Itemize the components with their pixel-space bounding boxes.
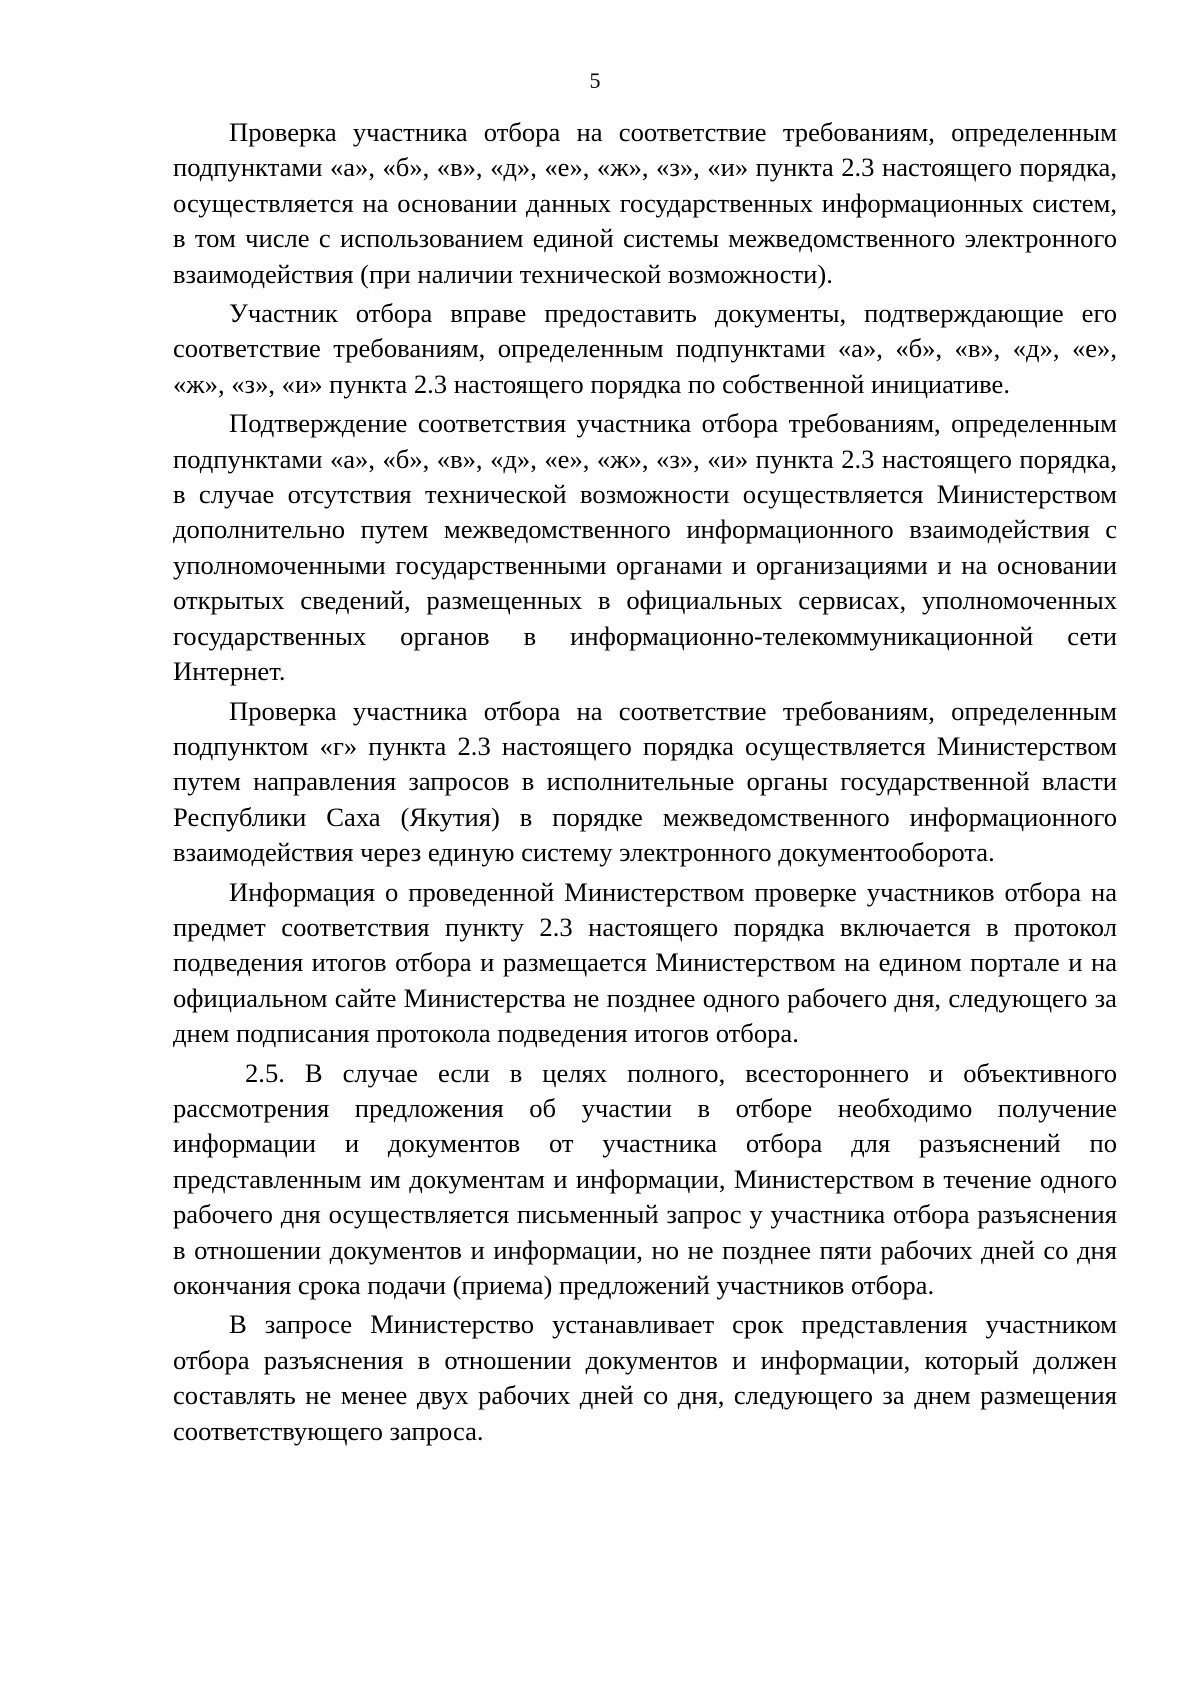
paragraph-participant-documents: Участник отбора вправе предоставить документы, подтверждающие его соответствие требованиям, определенным подпунктами «а», «б», «в», «д», «е», «ж», «з», «и» пункта 2.3 настоящего порядка по собственной инициативе. [173, 298, 1117, 399]
paragraph-request-deadline: В запросе Министерство устанавливает срок представления участником отбора разъяснения в отношении документов и информации, который должен составлять не менее двух рабочих дней со дня, следующего за днем размещения соответствующего запроса. [173, 1309, 1117, 1446]
paragraph-verification-subpoint-g: Проверка участника отбора на соответствие требованиям, определенным подпунктом «г» пункта 2.3 настоящего порядка осуществляется Министерством путем направления запросов в исполнительные органы государственной власти Республики Саха (Якутия) в порядке межведомственного информационного взаимодействия через единую систему электронного документооборота. [173, 695, 1117, 868]
paragraph-verification-gis: Проверка участника отбора на соответствие требованиям, определенным подпунктами «а», «б», «в», «д», «е», «ж», «з», «и» пункта 2.3 настоящего порядка, осуществляется на основании данных государственных информационных систем, в том числе с использованием единой системы межведомственного электронного взаимодействия (при наличии технической возможности). [173, 117, 1117, 289]
paragraph-confirmation-interagency: Подтверждение соответствия участника отбора требованиям, определенным подпунктами «а», «б», «в», «д», «е», «ж», «з», «и» пункта 2.3 настоящего порядка, в случае отсутствия технической возможности осуществляется Министерством дополнительно путем межведомственного информационного взаимодействия с уполномоченными государственными органами и организациями и на основании открытых сведений, размещенных в официальных сервисах, уполномоченных государственных органов в информационно-телекоммуникационной сети Интернет. [173, 408, 1117, 687]
paragraph-clause-2-5: 2.5. В случае если в целях полного, всестороннего и объективного рассмотрения предложения об участии в отборе необходимо получение информации и документов от участника отбора для разъяснений по представленным им документам и информации, Министерством в течение одного рабочего дня осуществляется письменный запрос у участника отбора разъяснения в отношении документов и информации, но не позднее пяти рабочих дней со дня окончания срока подачи (приема) предложений участников отбора. [173, 1057, 1117, 1300]
page-number: 5 [589, 68, 601, 93]
document-body [173, 115, 1117, 1453]
paragraph-verification-info-publication: Информация о проведенной Министерством проверке участников отбора на предмет соответствия пункту 2.3 настоящего порядка включается в протокол подведения итогов отбора и размещается Министерством на едином портале и на официальном сайте Министерства не позднее одного рабочего дня, следующего за днем подписания протокола подведения итогов отбора. [173, 876, 1117, 1049]
